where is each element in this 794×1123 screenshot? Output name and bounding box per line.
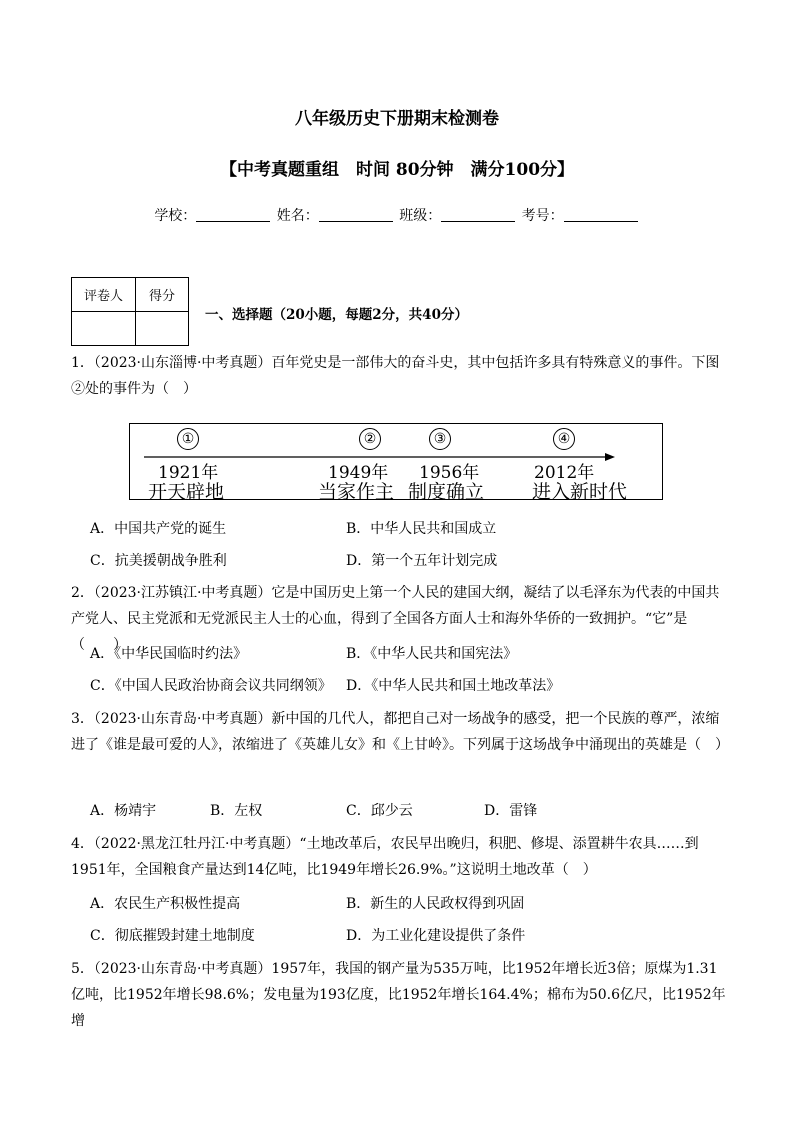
timeline-marker-3: ③: [429, 428, 451, 450]
question-2-stem: 2．（2023·江苏镇江·中考真题）它是中国历史上第一个人民的建国大纲，凝结了以毛泽东为代表的中国共产党人、民主党派和无党派民主人士的心血，得到了全国各方面人士和海外华侨的一致拥护。“它”是（ ）: [71, 585, 720, 653]
question-3-option-c[interactable]: C．邱少云: [346, 803, 413, 819]
question-5-stem: 5．（2023·山东青岛·中考真题）1957年，我国的钢产量为535万吨，比1952年增长近3倍；原煤为1.31亿吨，比1952年增长98.6%；发电量为193亿度，比1952年增长164.4%；棉布为50.6亿尺，比1952年增: [71, 961, 726, 1029]
timeline-label-1: 开天辟地: [148, 481, 225, 503]
question-4-stem: 4．（2022·黑龙江牡丹江·中考真题）“土地改革后，农民早出晚归，积肥、修堤、添置耕牛农具……到1951年，全国粮食产量达到14亿吨，比1949年增长26.9%。”这说明土地改革（ ）: [71, 836, 699, 878]
question-4-option-b[interactable]: B．新生的人民政权得到巩固: [346, 896, 525, 912]
timeline-year-3: 1956年: [419, 463, 480, 483]
question-2-option-b[interactable]: B．《中华人民共和国宪法》: [346, 646, 518, 662]
section-heading: 一、选择题（20小题，每题2分，共40分）: [205, 307, 468, 323]
question-3-option-d[interactable]: D．雷锋: [484, 803, 538, 819]
timeline-year-4: 2012年: [534, 463, 595, 483]
question-1-option-d[interactable]: D．第一个五年计划完成: [346, 553, 498, 569]
score-header: 得分: [136, 278, 189, 312]
timeline-label-2: 当家作主: [318, 481, 395, 503]
timeline-marker-4: ④: [553, 428, 575, 450]
class-field[interactable]: [441, 207, 515, 222]
question-3-option-b[interactable]: B．左权: [210, 803, 263, 819]
score-table: [71, 277, 189, 346]
question-2-option-c[interactable]: C．《中国人民政治协商会议共同纲领》: [90, 678, 332, 694]
student-info-line: [0, 205, 794, 225]
grader-header: 评卷人: [72, 278, 136, 312]
question-4-option-a[interactable]: A．农民生产积极性提高: [90, 896, 241, 912]
timeline-figure: [129, 423, 663, 503]
question-3-option-a[interactable]: A．杨靖宇: [90, 803, 157, 819]
question-4-option-c[interactable]: C．彻底摧毁封建土地制度: [90, 928, 255, 944]
question-4-option-d[interactable]: D．为工业化建设提供了条件: [346, 928, 526, 944]
name-field[interactable]: [319, 207, 393, 222]
exam-number-label: 考号：: [521, 208, 564, 224]
question-2-option-d[interactable]: D．《中华人民共和国土地改革法》: [346, 678, 561, 694]
page-subtitle: 【中考真题重组 时间 80分钟 满分100分】: [219, 160, 575, 180]
name-label: 姓名：: [276, 208, 319, 224]
class-label: 班级：: [399, 208, 442, 224]
timeline-marker-2: ②: [359, 428, 381, 450]
question-1-option-b[interactable]: B．中华人民共和国成立: [346, 521, 497, 537]
question-1-option-a[interactable]: A．中国共产党的诞生: [90, 521, 227, 537]
timeline-label-3: 制度确立: [408, 481, 485, 503]
school-label: 学校：: [154, 208, 197, 224]
question-1-option-c[interactable]: C．抗美援朝战争胜利: [90, 553, 227, 569]
timeline-marker-1: ①: [177, 428, 199, 450]
question-3-stem: 3．（2023·山东青岛·中考真题）新中国的几代人，都把自己对一场战争的感受，把一个民族的尊严，浓缩进了《谁是最可爱的人》，浓缩进了《英雄儿女》和《上甘岭》。下列属于这场战争中涌现出的英雄是（ ）: [71, 711, 729, 753]
grader-cell: [72, 312, 136, 346]
score-cell: [136, 312, 189, 346]
timeline-year-1: 1921年: [158, 463, 219, 483]
timeline-label-4: 进入新时代: [532, 481, 628, 503]
exam-number-field[interactable]: [564, 207, 638, 222]
timeline-year-2: 1949年: [328, 463, 389, 483]
question-2-option-a[interactable]: A．《中华民国临时约法》: [90, 646, 248, 662]
school-field[interactable]: [196, 207, 270, 222]
question-1-stem: 1．（2023·山东淄博·中考真题）百年党史是一部伟大的奋斗史，其中包括许多具有特殊意义的事件。下图②处的事件为（ ）: [71, 355, 720, 397]
page-title: 八年级历史下册期末检测卷: [295, 109, 499, 129]
